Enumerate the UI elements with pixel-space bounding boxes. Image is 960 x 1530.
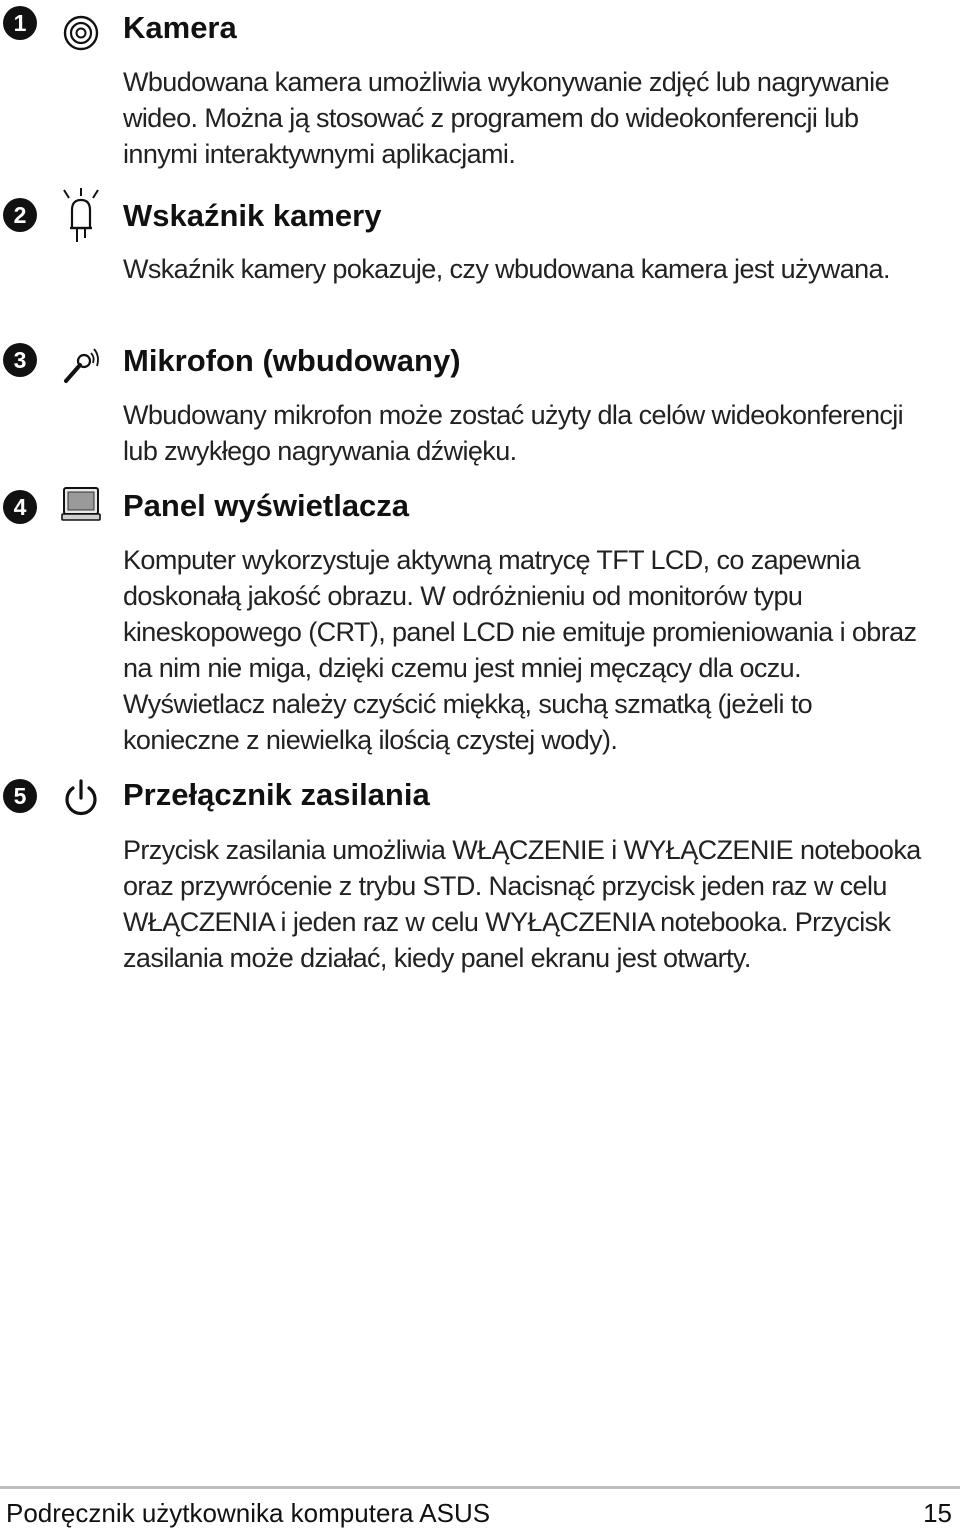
section-description: Przycisk zasilania umożliwia WŁĄCZENIE i WYŁĄCZENIE notebooka oraz przywrócenie z trybu STD. Nacisnąć przycisk jeden raz w celu WŁĄCZENIA i jeden raz w celu WYŁĄCZENIA notebooka. Przycisk zasilania może działać, kiedy panel ekranu jest otwarty. <box>123 835 921 973</box>
section-title: Przełącznik zasilania <box>123 777 430 812</box>
section-description: Wbudowana kamera umożliwia wykonywanie zdjęć lub nagrywanie wideo. Można ją stosować z programem do wideokonferencji lub innymi interaktywnymi aplikacjami. <box>123 67 889 169</box>
section-title: Wskaźnik kamery <box>123 198 382 233</box>
section-description: Wbudowany mikrofon może zostać użyty dla celów wideokonferencji lub zwykłego nagrywania dźwięku. <box>123 400 904 466</box>
section-title: Panel wyświetlacza <box>123 488 410 523</box>
section-number-badge: 3 <box>3 343 37 377</box>
page-number: 15 <box>923 1498 952 1528</box>
section-number-badge: 1 <box>3 6 37 40</box>
section-number-badge: 5 <box>3 779 37 813</box>
section-number-badge: 4 <box>3 490 37 524</box>
footer-divider <box>0 1486 960 1489</box>
section-description: Wskaźnik kamery pokazuje, czy wbudowana kamera jest używana. <box>123 254 890 284</box>
power-icon <box>60 778 102 820</box>
section-title: Mikrofon (wbudowany) <box>123 343 461 378</box>
microphone-icon <box>60 345 102 387</box>
footer-title: Podręcznik użytkownika komputera ASUS <box>6 1498 491 1528</box>
display-panel-icon <box>60 484 102 526</box>
camera-lens-icon <box>60 12 102 54</box>
section-description: Komputer wykorzystuje aktywną matrycę TFT LCD, co zapewnia doskonałą jakość obrazu. W odróżnieniu od monitorów typu kineskopowego (CRT), panel LCD nie emituje promieniowania i obraz na nim nie miga, dzięki czemu jest mniej męczący dla oczu. Wyświetlacz należy czyścić miękką, suchą szmatką (jeżeli to konieczne z niewielką ilością czystej wody). <box>123 545 917 755</box>
section-title: Kamera <box>123 10 237 45</box>
led-indicator-icon <box>60 188 102 244</box>
section-number-badge: 2 <box>3 198 37 232</box>
